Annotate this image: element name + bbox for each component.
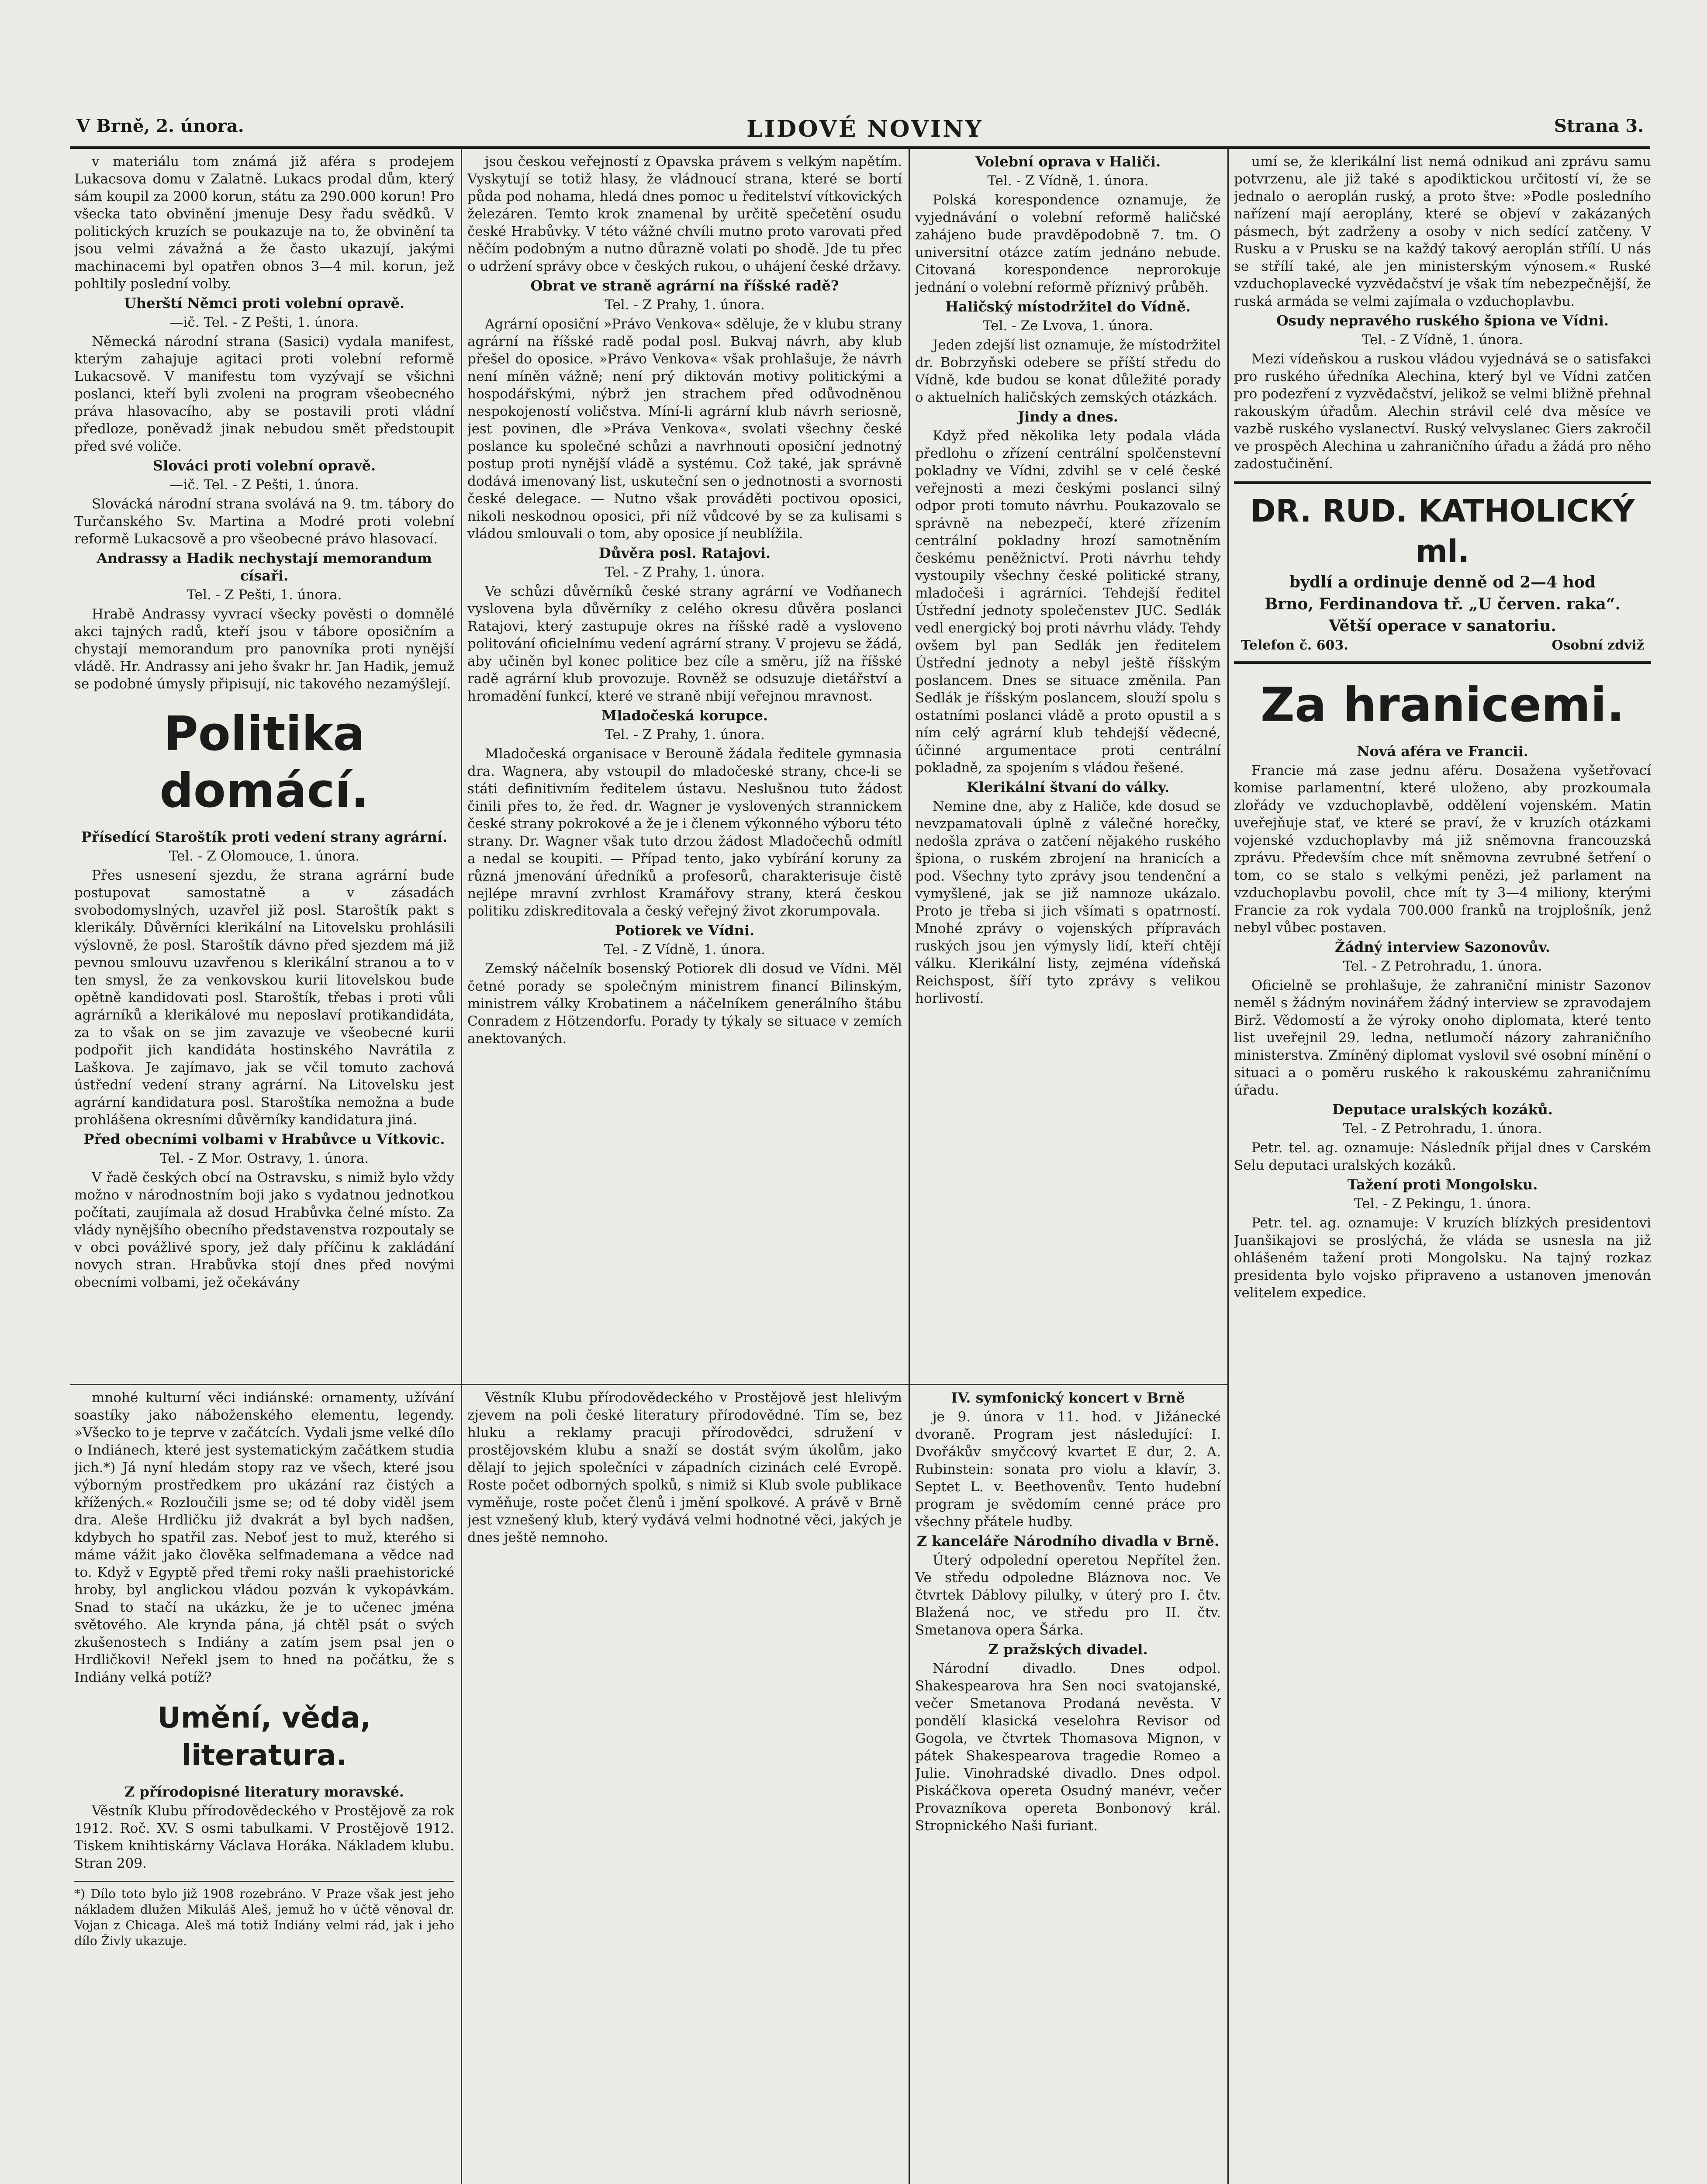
- article-body: je 9. února v 11. hod. v Jižánecké dvoraně. Program jest následující: I. Dvořákův smyčcový kvartet E dur, 2. A. Rubinstein: sonata pro violu a klavír, 3. Septet L. v. Beethovenův. Tento hudební program je svědomím cenné práce pro všechny přátele hudby.: [915, 1409, 1221, 1530]
- article-body: Petr. tel. ag. oznamuje: V kruzích blízkých presidentovi Juanšikajovi se proslýchá, že vláda se usnesla na již ohlášeném tažení proti Mongolsku. Na tajný rozkaz presidenta bylo vojsko připraveno a ustanoven jmenován velitelem expedice.: [1234, 1215, 1651, 1301]
- dateline: Tel. - Z Petrohradu, 1. února.: [1343, 1121, 1542, 1137]
- headline: Důvěra posl. Ratajovi.: [598, 545, 771, 561]
- article-body: Věstník Klubu přírodovědeckého v Prostějově za rok 1912. Roč. XV. S osmi tabulkami. V Prostějově 1912. Tiskem knihtiskárny Václava Horáka. Nákladem klubu. Stran 209.: [74, 1803, 454, 1871]
- headline: Haličský místodržitel do Vídně.: [945, 298, 1191, 315]
- dateline: —ič. Tel. - Z Pešti, 1. února.: [169, 477, 359, 493]
- masthead: LIDOVÉ NOVINY: [746, 116, 983, 142]
- footnote: *) Dílo toto bylo již 1908 rozebráno. V Praze však jest jeho nákladem dlužen Mikuláš Aleš, jemuž ho v účtě věnoval dr. Vojan z Chicaga. Aleš má totiž Indiány velmi rád, jak i jeho dílo Živly ukazuje.: [74, 1881, 454, 1949]
- article-body: Nemine dne, aby z Haliče, kde dosud se nevzpamatovali úplně z válečné horečky, nedošla zpráva o zatčení nějakého ruského špiona, o ruském zbrojení na hranicích a pod. Všechny tyto zprávy jsou tendenční a vymyšlené, jak se již namnoze ukázalo. Proto je třeba si jich všímati s opatrností. Mnohé zprávy o vojenských přípravách ruských jsou jen výmysly lidí, kteří chtějí válku. Klerikální listy, zejména vídeňská Reichspost, šíří tyto zprávy s velikou horlivostí.: [915, 798, 1221, 1006]
- ad-surgery: Větší operace v sanatoriu.: [1329, 617, 1556, 635]
- headline: Přísedící Staroštík proti vedení strany agrární.: [81, 829, 448, 845]
- dateline: —ič. Tel. - Z Pešti, 1. února.: [169, 314, 359, 330]
- dateline: Tel. - Z Pešti, 1. února.: [187, 587, 342, 603]
- column-2-feuilleton: [467, 1389, 902, 2184]
- headline: Volební oprava v Haliči.: [975, 153, 1161, 170]
- article-body: Slovácká národní strana svolává na 9. tm. tábory do Turčanského Sv. Martina a Modré proti volební reformě Lukacsově a pro všeobecné právo hlasovací.: [74, 496, 454, 547]
- header-rule: [70, 146, 1650, 149]
- headline: Deputace uralských kozáků.: [1332, 1101, 1553, 1118]
- headline: Potiorek ve Vídni.: [615, 922, 755, 939]
- dateline: Tel. - Z Pekingu, 1. února.: [1354, 1196, 1531, 1212]
- article-body: Hrabě Andrassy vyvrací všecky pověsti o domnělé akci tajných radů, kteří jsou v tábore oposičním a chystají memorandum pro panovníka proti nynější vládě. Hr. Andrassy ani jeho švakr hr. Jan Hadik, jemuž se podobné úmysly připisují, nic takového nezamýšlejí.: [74, 606, 454, 692]
- article-body: Zemský náčelník bosenský Potiorek dli dosud ve Vídni. Měl četné porady se společným ministrem financí Bilinským, ministrem války Krobatinem a náčelníkem generálního štábu Conradem z Hötzendorfu. Porady ty týkaly se situace v zemích anektovaných.: [467, 961, 902, 1047]
- article-continuation: jsou českou veřejností z Opavska právem s velkým napětím. Vyskytují se totiž hlasy, že vládnoucí strana, které se bortí půda pod nohama, hledá dnes pomoc u ředitelství vítkovických železáren. Temto krok znamenal by určitě spečetění osudu české Hrabůvky. V této vážné chvíli mutno proto varovati před něčím podobným a nutno důrazně volati po shodě. Jde tu přec o udržení správy obce v českých rukou, o uhájení české državy.: [467, 154, 902, 274]
- headline: Před obecními volbami v Hrabůvce u Vítkovic.: [83, 1131, 445, 1147]
- column-rule: [1227, 149, 1229, 2184]
- ad-phone: Telefon č. 603.: [1241, 638, 1348, 653]
- page-dateline: V Brně, 2. února.: [76, 116, 244, 136]
- dateline: Tel. - Z Prahy, 1. února.: [605, 297, 765, 313]
- article-body: Když před několika lety podala vláda předlohu o zřízení centrální spolčenstevní pokladny ve Vídni, zdvihl se v celé české veřejnosti a mezi českými poslanci silný odpor proti tomuto návrhu. Poukazovalo se správně na nebezpečí, které zřízením centrální pokladny hrozí samotněním českému peněžnictví. Proti návrhu tehdy vystoupily všechny české politické strany, mladočeši i agrárníci. Tehdejší ředitel Ústřední jednoty společenstev JUC. Sedlák vedl energický boj proti návrhu vlády. Tehdy ovšem byl pan Sedlák jen ředitelem Ústřední jednoty a nebyl ještě říšským poslancem. Dnes se situace změnila. Pan Sedlák je říšským poslancem, slouží spolu s ostatními poslanci vládě a proto opustil a s ním celý agrární klub tehdejší vědecné, účinné argumentace proti centrální pokladně, za spojením s vládou řešené.: [915, 428, 1221, 776]
- headline: Tažení proti Mongolsku.: [1347, 1176, 1538, 1193]
- column-3: [915, 153, 1221, 1380]
- ad-hours: bydlí a ordinuje denně od 2—4 hod: [1289, 573, 1596, 591]
- headline: Mladočeská korupce.: [601, 707, 768, 724]
- article-continuation: umí se, že klerikální list nemá odnikud ani zprávu samu potvrzenu, ale již také s apodiktickou určitostí ví, že se jednalo o aeroplán ruský, a proto štve: »Podle posledního nařízení mají aeroplány, které se objeví v zakázaných pásmech, být zadrženy a osoby v nich sedící zatčeny. V Rusku a v Prusku se na každý takový aeroplán střílí. U nás se střílí také, ale jen ministerským výnosem.« Ruské vzduchoplavecké vyzvědačství je však tím nebezpečnější, že ruská armáda se velmi zajímala o vzduchoplavbu.: [1234, 154, 1651, 309]
- dateline: Tel. - Ze Lvova, 1. února.: [983, 318, 1153, 334]
- headline: Obrat ve straně agrární na říšské radě?: [530, 277, 839, 294]
- dateline: Tel. - Z Prahy, 1. února.: [605, 727, 765, 743]
- article-continuation: v materiálu tom známá již aféra s prodejem Lukacsova domu v Zalatně. Lukacs prodal dům, který sám koupil za 2000 korun, státu za 290.000 korun! Pro všecka tato obvinění jmenuje Desy řadu svědků. V politických kruzích se poukazuje na to, že obvinění ta jsou velmi závažná a že často ukazují, jakými machinacemi byl opatřen obnos 3—4 mil. korun, jež pohltily poslední volby.: [74, 154, 454, 292]
- headline: Žádný interview Sazonovův.: [1334, 939, 1551, 955]
- column-rule: [909, 149, 910, 2184]
- ad-address: Brno, Ferdinandova tř. „U červen. raka“.: [1264, 595, 1621, 613]
- headline: Jindy a dnes.: [1018, 408, 1118, 425]
- article-body: Francie má zase jednu aféru. Dosažena vyšetřovací komise parlamentní, které uloženo, aby prozkoumala zlořády ve vzduchoplavbě, oddělení vojenském. Matin uveřejňuje stať, ve které se praví, že v kruzích otázkami vojenské vzduchoplavby má již sněmovna francouzská zprávu. Především chce mít sněmovna zevrubné šetření o tom, co se stalo s velkými penězi, jež parlament na vzduchoplavbu povolil, chce mít ty 3—4 miliony, kterými Francie za rok vydala 700.000 franků na trojplošník, jenž nebyl vůbec postaven.: [1234, 763, 1651, 936]
- column-2: [467, 153, 902, 1380]
- dateline: Tel. - Z Olomouce, 1. února.: [169, 848, 360, 864]
- article-body: Přes usnesení sjezdu, že strana agrární bude postupovat samostatně a v zásadách svobodomyslných, uzavřel již posl. Staroštík pakt s klerikály. Důvěrníci klerikální na Litovelsku prohlásili výslovně, že posl. Staroštík dávno před sjezdem má již pevnou smlouvu uzavřenou s klerikální stranou a to v ten smysl, že za venkovskou kurii litovelskou bude opětně kandidovati posl. Staroštík, třebas i proti vůli agrárníků a klerikálové mu neposlaví protikandidáta, za to však on se jim zavazuje ve všeobecné kurii podpořit jich kandidáta hostinského Navrátila z Laškova. Je zajímavo, jak se včil tomuto zachová ústřední vedení strany agrární. Na Litovelsku jest agrární kandidatura posl. Staroštíka nemožna a bude prohlášena okresními důvěrníky kandidatura jiná.: [74, 867, 454, 1128]
- column-rule: [461, 149, 462, 2184]
- headline: IV. symfonický koncert v Brně: [951, 1389, 1185, 1406]
- dateline: Tel. - Z Petrohradu, 1. února.: [1343, 958, 1542, 974]
- feuilleton-text: mnohé kulturní věci indiánské: ornamenty, užívání soastíky jako náboženského elementu, legendy. »Všecko to je teprve v začátcích. Vydali jsme velké dílo o Indiánech, které jest systematickým začátkem studia jich.*) Já nyní hledám stopy raz ve všech, které jsou výborným prostředkem pro ukázání raz čistých a křížených.« Rozloučili jsme se; od té doby viděl jsem dra. Aleše Hrdličku již dvakrát a byl bych nadšen, kdybych ho spatřil zas. Neboť jest to muž, kterého si máme vážit jako člověka selfmademana a vědce nad to. Když v Egyptě před třemi roky našli praehistorické hroby, byl anglickou vládou pozván k vykopávkám. Snad to stačí na ukázku, že je to učenec jména světového. Ale krynda pána, já chtěl psát o svých zkušenostech s Indiány a zatím jsem psal jen o Hrdličkovi! Neřekl jsem to hned na počátku, že s Indiány velká potíž?: [74, 1390, 454, 1685]
- headline: Andrassy a Hadik nechystají memorandum císaři.: [97, 550, 432, 584]
- article-body: Mezi vídeňskou a ruskou vládou vyjednává se o satisfakci pro ruského úředníka Alechina, který byl ve Vídni zatčen pro podezření z vyzvědačství, jelikož se velmi bližně přehnal rakouským úřadům. Alechin strávil celé dva měsíce ve vazbě ruského vyslanectví. Ruský velvyslanec Giers zakročil ve prospěch Alechina u zahraničního úřadu a žádá pro něho zadostučinění.: [1234, 351, 1651, 472]
- article-body: Petr. tel. ag. oznamuje: Následník přijal dnes v Carském Selu deputaci uralských kozáků.: [1234, 1140, 1651, 1173]
- ad-footer: [1237, 637, 1648, 654]
- column-3-feuilleton: [915, 1389, 1221, 2184]
- column-1-feuilleton: [74, 1389, 454, 2184]
- headline: Z pražských divadel.: [988, 1641, 1148, 1658]
- section-heading: Za hranicemi.: [1260, 678, 1625, 733]
- ad-elevator: Osobní zdviž: [1552, 638, 1644, 653]
- column-4: [1234, 153, 1651, 2184]
- article-body: Polská korespondence oznamuje, že vyjednávání o volební reformě haličské zahájeno bude pravděpodobně 7. tm. O universitní otázce zatím jednáno nebude. Citovaná korespondence neprorokuje jednání o volební reformě příznivý průběh.: [915, 192, 1221, 295]
- column-1: [74, 153, 454, 1380]
- page-number: Strana 3.: [1554, 116, 1644, 136]
- article-body: Jeden zdejší list oznamuje, že místodržitel dr. Bobrzyňski odebere se příští středu do Vídně, kde budou se konat důležité porady o aktuelních haličských zemských otázkách.: [915, 337, 1221, 405]
- article-body: Agrární oposiční »Právo Venkova« sděluje, že v klubu strany agrární na říšské radě podal posl. Bukvaj návrh, aby klub přešel do oposice. »Právo Venkova« však prohlašuje, že návrh není míněn vážně; není prý diktován motivy politickými a hospodářskými, nýbrž jen strachem před odůvodněnou nespokojeností voličstva. Míní-li agrární klub návrh seriosně, jest povinen, dle »Práva Venkova«, svolati všechny české poslance ku společné schůzi a navrhnouti oposiční jednotný postup proti nynější vládě a systému. Což také, jak správně dodává imenovaný list, uskuteční sen o jednotnosti a svornosti české delegace. — Nutno však prováděti poctivou oposici, nikoli neskodnou oposici, při níž vůdcové by se za kulisami s vládou smlouvali o tom, aby oposice jí neublížila.: [467, 316, 902, 542]
- headline: Slováci proti volební opravě.: [152, 457, 376, 474]
- dateline: Tel. - Z Prahy, 1. února.: [605, 564, 765, 580]
- headline: Osudy nepravého ruského špiona ve Vídni.: [1276, 312, 1609, 329]
- dateline: Tel. - Z Vídně, 1. února.: [1361, 332, 1524, 348]
- article-body: Oficielně se prohlašuje, že zahraniční ministr Sazonov neměl s žádným novinářem žádný interview se zpravodajem Birž. Vědomostí a že výroky onoho diplomata, které tento list uveřejnil 29. ledna, netlumočí názory zahraničního ministerstva. Zmíněný diplomat vyslovil své osobní mínění o situaci a o poměru ruského k rakouskému zahraničnímu úřadu.: [1234, 978, 1651, 1098]
- headline: Z kanceláře Národního divadla v Brně.: [916, 1533, 1220, 1549]
- dateline: Tel. - Z Vídně, 1. února.: [604, 942, 766, 957]
- section-heading: Umění, věda, literatura.: [157, 1701, 371, 1772]
- article-body: Úterý odpolední operetou Nepřítel žen. Ve středu odpoledne Bláznova noc. Ve čtvrtek Dáblovy pilulky, v úterý pro I. čtv. Blažená noc, ve středu pro II. čtv. Smetanova opera Šárka.: [915, 1552, 1221, 1638]
- headline: Klerikální štvaní do války.: [966, 779, 1170, 795]
- ad-doctor-name: DR. RUD. KATHOLICKÝ ml.: [1250, 493, 1635, 569]
- article-body: Věstník Klubu přírodovědeckého v Prostějově jest hlelivým zjevem na poli české literatury přírodovědné. Tím se, bez hluku a reklamy pracuji přírodovědci, sdružení v prostějovském klubu a snaží se dostát svým úkolům, jako dělají to jejich společníci v západních cizinách celé Evropě. Roste počet odborných spolků, s nimiž si Klub svole publikace vyměňuje, roste počet členů i jmění spolkové. A právě v Brně jest vznešený klub, který vydává velmi hodnotné věci, jakých je dnes ještě nemnoho.: [467, 1390, 902, 1545]
- article-body: Německá národní strana (Sasici) vydala manifest, kterým zahajuje agitaci proti volební reformě Lukacsově. V manifestu tom vyzývají se všichni poslanci, kteří byli zvoleni na program všeobecného práva hlasovacího, aby se postavili proti vládní předloze, poněvadž jinak nebudou smět předstoupit před své voliče.: [74, 334, 454, 454]
- headline: Uherští Němci proti volební opravě.: [124, 295, 405, 311]
- article-body: Národní divadlo. Dnes odpol. Shakespearova hra Sen noci svatojanské, večer Smetanova Prodaná nevěsta. V pondělí klasická veselohra Revisor od Gogola, ve čtvrtek Thomasova Mignon, v pátek Shakespearova tragedie Romeo a Julie. Vinohradské divadlo. Dnes odpol. Piskáčkova opereta Osudný manévr, večer Provazníkova opereta Bonbonový král. Stropnického Naši furiant.: [915, 1661, 1221, 1834]
- feuilleton-rule: [70, 1384, 1227, 1385]
- article-body: Ve schůzi důvěrníků české strany agrární ve Vodňanech vyslovena byla důvěrníky z celého okresu důvěra poslanci Ratajovi, který zastupuje okres na říšské radě a vysloveno politování oficielnímu vedení agrární strany. V projevu se žádá, aby učiněn byl konec politice bez cíle a směru, jíž na říšské radě agrární klub provozuje. Rovněž se odsuzuje dietářství a hromadění funkcí, které ve straně nbijí veřejnou mravnost.: [467, 584, 902, 704]
- section-heading: Politika domácí.: [159, 707, 369, 818]
- headline: Nová aféra ve Francii.: [1357, 743, 1528, 760]
- dateline: Tel. - Z Vídně, 1. února.: [987, 173, 1149, 189]
- article-body: Mladočeská organisace v Berouně žádala ředitele gymnasia dra. Wagnera, aby vstoupil do mladočeské strany, chce-li se státi definitivním ředitelem ústavu. Neslušnou tuto žádost činili přes to, že řed. dr. Wagner je vyslovených strannickem české strany pokrokové a že je i členem výkonného výboru této strany. Dr. Wagner však tuto drzou žádost Mladočechů odmítl a nedal se koupiti. — Případ tento, jako vybírání koruny za různá jmenování úředníků a profesorů, charakterisuje čistě nejlépe mravní zvrhlost Kramářovy strany, která českou politiku zdiskreditovala a český veřejný život zkorumpovala.: [467, 746, 902, 919]
- advertisement: [1234, 481, 1651, 664]
- headline: Z přírodopisné literatury moravské.: [124, 1783, 404, 1800]
- article-body: V řadě českých obcí na Ostravsku, s nimiž bylo vždy možno v národnostním boji jako s vydatnou jednotkou počítati, zaujímala až dosud Hrabůvka čelné místo. Za vlády nynějšího obecního představenstva rozpoutaly se v obci povážlivé spory, jež daly příčinu k zakládání novych stran. Hrabůvka stojí dnes před novými obecními volbami, jež očekávány: [74, 1170, 454, 1290]
- dateline: Tel. - Z Mor. Ostravy, 1. února.: [159, 1151, 369, 1166]
